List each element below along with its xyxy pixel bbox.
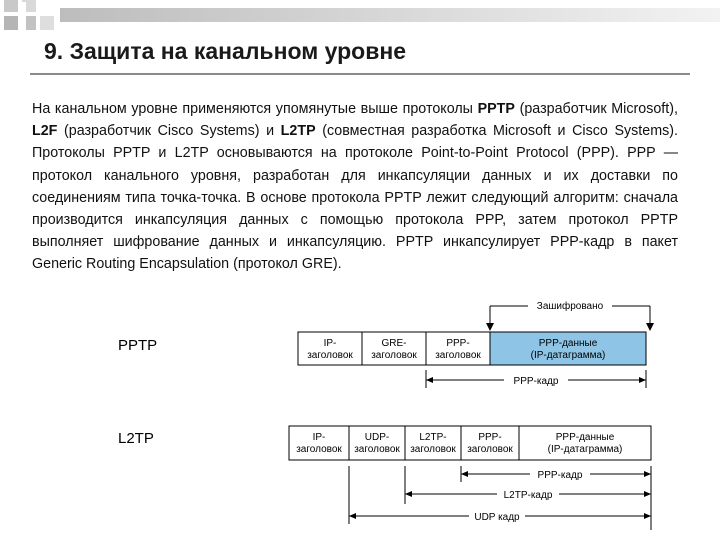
slide-title: 9. Защита на канальном уровне: [44, 38, 407, 64]
l2tp-diagram: [285, 420, 660, 535]
pptp-ip-header-l1: IP-: [323, 338, 337, 349]
pptp-gre-header-l1: GRE-: [381, 338, 407, 349]
pptp-ppp-header-l2: заголовок: [435, 350, 481, 361]
l2tp-term: L2TP: [280, 123, 316, 140]
pptp-ppp-header-l1: PPP-: [446, 338, 470, 349]
pptp-ppp-frame-label: PPP-кадр: [513, 376, 559, 387]
l2f-term: L2F: [32, 123, 58, 140]
l2tp-label: L2TP: [118, 430, 154, 447]
encrypted-label: Зашифровано: [536, 301, 604, 312]
header-band: [60, 8, 720, 22]
title-divider: [30, 73, 690, 75]
l2tp-ppp-data-l1: PPP-данные: [555, 432, 615, 443]
l2tp-ppp-header-l1: PPP-: [478, 432, 502, 443]
l2tp-ppp-frame-label: PPP-кадр: [537, 470, 583, 481]
l2tp-ppp-header-l2: заголовок: [467, 444, 513, 455]
pptp-term: PPTP: [477, 101, 515, 117]
l2tp-udp-header-l1: UDP-: [364, 432, 390, 443]
l2tp-l2tp-header-l2: заголовок: [410, 444, 456, 455]
l2tp-udp-header-l2: заголовок: [354, 444, 400, 455]
pptp-label: PPTP: [118, 337, 158, 354]
l2tp-udp-frame-label: UDP кадр: [474, 512, 520, 523]
l2tp-ip-header-l1: IP-: [312, 432, 326, 443]
body-paragraph: На канальном уровне применяются упомянутые выше протоколы PPTP (разработчик Microsoft), L2F (разработчик Cisco Systems) и L2TP (совместная разработка Microsoft и Cisco Systems). Протоколы PPTP и L2TP основываются на протоколе Point-to-Point Protocol (PPP). PPP — протокол канального уровня, разработан для инкапсуляции данных и их доставки по соединениям типа точка-точка. В основе протокола PPTP лежит следующий алгоритм: сначала производится инкапсуляция данных с помощью протокола PPP, затем протокол PPTP выполняет шифрование данных и инкапсуляцию. PPTP инкапсулирует PPP-кадр в пакет Generic Routing Encapsulation (протокол GRE).: [32, 101, 678, 273]
l2tp-l2tp-frame-label: L2TP-кадр: [503, 490, 553, 501]
pptp-gre-header-l2: заголовок: [371, 350, 417, 361]
l2tp-l2tp-header-l1: L2TP-: [419, 432, 447, 443]
l2tp-ppp-data-l2: (IP-датаграмма): [547, 444, 623, 455]
corner-decoration: [0, 0, 60, 40]
pptp-diagram: [290, 290, 660, 390]
pptp-ppp-data-l2: (IP-датаграмма): [530, 350, 606, 361]
pptp-ppp-data-l1: PPP-данные: [538, 338, 598, 349]
pptp-ip-header-l2: заголовок: [307, 350, 353, 361]
l2tp-ip-header-l2: заголовок: [296, 444, 342, 455]
